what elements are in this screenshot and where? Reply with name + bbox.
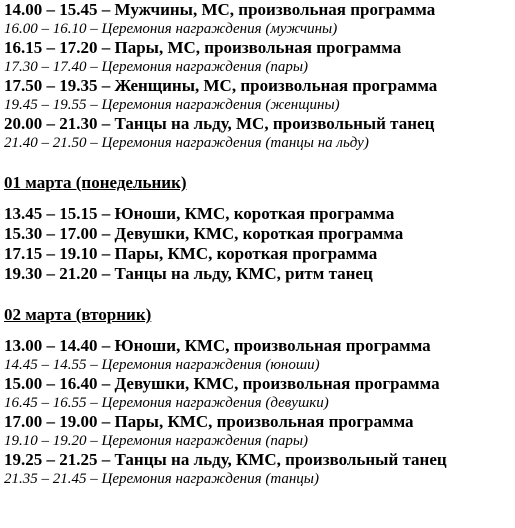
- spacer: [4, 152, 515, 173]
- ceremony-line: 19.45 – 19.55 – Церемония награждения (женщины): [4, 97, 340, 113]
- ceremony-line: 19.10 – 19.20 – Церемония награждения (пары): [4, 433, 308, 449]
- day-heading: 01 марта (понедельник): [4, 173, 187, 192]
- schedule-line: 17.50 – 19.35 – Женщины, МС, произвольная программа: [4, 76, 438, 95]
- schedule-line: 20.00 – 21.30 – Танцы на льду, МС, произвольный танец: [4, 114, 435, 133]
- schedule-block-3: [4, 336, 515, 488]
- spacer: [4, 193, 515, 204]
- ceremony-line: 14.45 – 14.55 – Церемония награждения (юноши): [4, 357, 320, 373]
- schedule-line: 15.00 – 16.40 – Девушки, КМС, произвольная программа: [4, 374, 440, 393]
- schedule-line: 15.30 – 17.00 – Девушки, КМС, короткая программа: [4, 224, 404, 243]
- schedule-line: 13.00 – 14.40 – Юноши, КМС, произвольная программа: [4, 336, 431, 355]
- schedule-line: 17.15 – 19.10 – Пары, КМС, короткая программа: [4, 244, 378, 263]
- schedule-document: [4, 0, 515, 488]
- ceremony-line: 21.40 – 21.50 – Церемония награждения (танцы на льду): [4, 135, 369, 151]
- ceremony-line: 17.30 – 17.40 – Церемония награждения (пары): [4, 59, 308, 75]
- ceremony-line: 16.00 – 16.10 – Церемония награждения (мужчины): [4, 21, 338, 37]
- ceremony-line: 21.35 – 21.45 – Церемония награждения (танцы): [4, 471, 319, 487]
- schedule-line: 19.25 – 21.25 – Танцы на льду, КМС, произвольный танец: [4, 450, 447, 469]
- schedule-block-2: [4, 204, 515, 284]
- spacer: [4, 284, 515, 305]
- schedule-line: 14.00 – 15.45 – Мужчины, МС, произвольная программа: [4, 0, 436, 19]
- schedule-block-1: [4, 0, 515, 152]
- schedule-line: 17.00 – 19.00 – Пары, КМС, произвольная программа: [4, 412, 414, 431]
- ceremony-line: 16.45 – 16.55 – Церемония награждения (девушки): [4, 395, 329, 411]
- spacer: [4, 325, 515, 336]
- schedule-line: 19.30 – 21.20 – Танцы на льду, КМС, ритм танец: [4, 264, 373, 283]
- schedule-line: 16.15 – 17.20 – Пары, МС, произвольная программа: [4, 38, 402, 57]
- day-heading: 02 марта (вторник): [4, 305, 152, 324]
- schedule-line: 13.45 – 15.15 – Юноши, КМС, короткая программа: [4, 204, 395, 223]
